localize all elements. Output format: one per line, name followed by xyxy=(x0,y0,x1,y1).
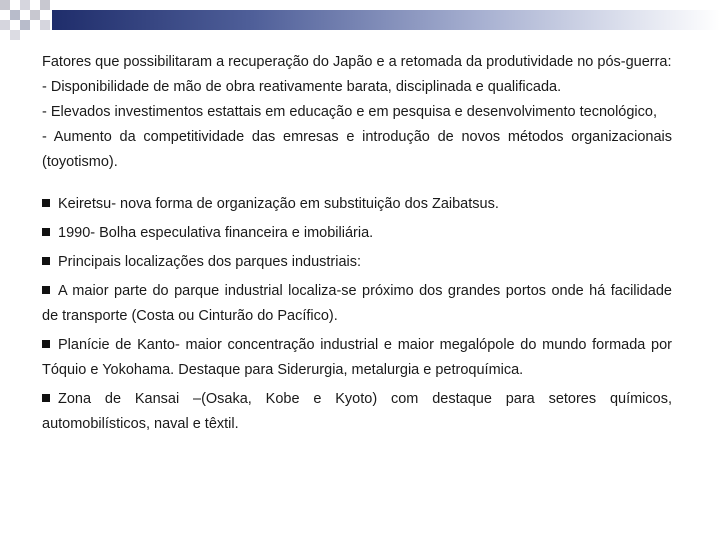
decor-square xyxy=(10,30,20,40)
bullet-item xyxy=(42,279,672,329)
decor-square xyxy=(10,10,20,20)
bullet-text: Principais localizações dos parques industriais: xyxy=(58,254,362,270)
decor-square xyxy=(20,0,30,10)
square-bullet-icon xyxy=(42,257,50,265)
bullet-item xyxy=(42,333,672,383)
decor-square xyxy=(30,10,40,20)
intro-heading: Fatores que possibilitaram a recuperação do Japão e a retomada da produtividade no pós-guerra: xyxy=(42,54,672,70)
square-bullet-icon xyxy=(42,340,50,348)
header-decoration xyxy=(0,0,720,36)
bullet-item xyxy=(42,387,672,437)
decor-square xyxy=(40,20,50,30)
decor-square xyxy=(20,20,30,30)
factor-item: - Elevados investimentos estattais em educação e em pesquisa e desenvolvimento tecnológico, xyxy=(42,104,657,120)
bullet-text: Planície de Kanto- maior concentração industrial e maior megalópole do mundo formada por Tóquio e Yokohama. Destaque para Siderurgia, metalurgia e petroquímica. xyxy=(42,337,672,378)
section-gap xyxy=(42,175,672,190)
bullet-list xyxy=(42,192,672,437)
square-bullet-icon xyxy=(42,394,50,402)
bullet-item xyxy=(42,250,672,275)
decor-square xyxy=(0,20,10,30)
bullet-item xyxy=(42,221,672,246)
factor-item: - Aumento da competitividade das emresas e introdução de novos métodos organizacionais (toyotismo). xyxy=(42,129,672,170)
bullet-text: 1990- Bolha especulativa financeira e imobiliária. xyxy=(58,225,374,241)
bullet-text: Zona de Kansai –(Osaka, Kobe e Kyoto) com destaque para setores químicos, automobilísticos, naval e têxtil. xyxy=(42,391,672,432)
slide-body xyxy=(42,50,672,437)
decor-square xyxy=(0,0,10,10)
square-bullet-icon xyxy=(42,286,50,294)
square-bullet-icon xyxy=(42,228,50,236)
bullet-item xyxy=(42,192,672,217)
factor-item: - Disponibilidade de mão de obra reativamente barata, disciplinada e qualificada. xyxy=(42,79,562,95)
bullet-text: Keiretsu- nova forma de organização em substituição dos Zaibatsus. xyxy=(58,196,499,212)
bullet-text: A maior parte do parque industrial localiza-se próximo dos grandes portos onde há facilidade de transporte (Costa ou Cinturão do Pacífico). xyxy=(42,283,672,324)
decor-square xyxy=(40,0,50,10)
square-bullet-icon xyxy=(42,199,50,207)
header-gradient-band xyxy=(52,10,720,30)
